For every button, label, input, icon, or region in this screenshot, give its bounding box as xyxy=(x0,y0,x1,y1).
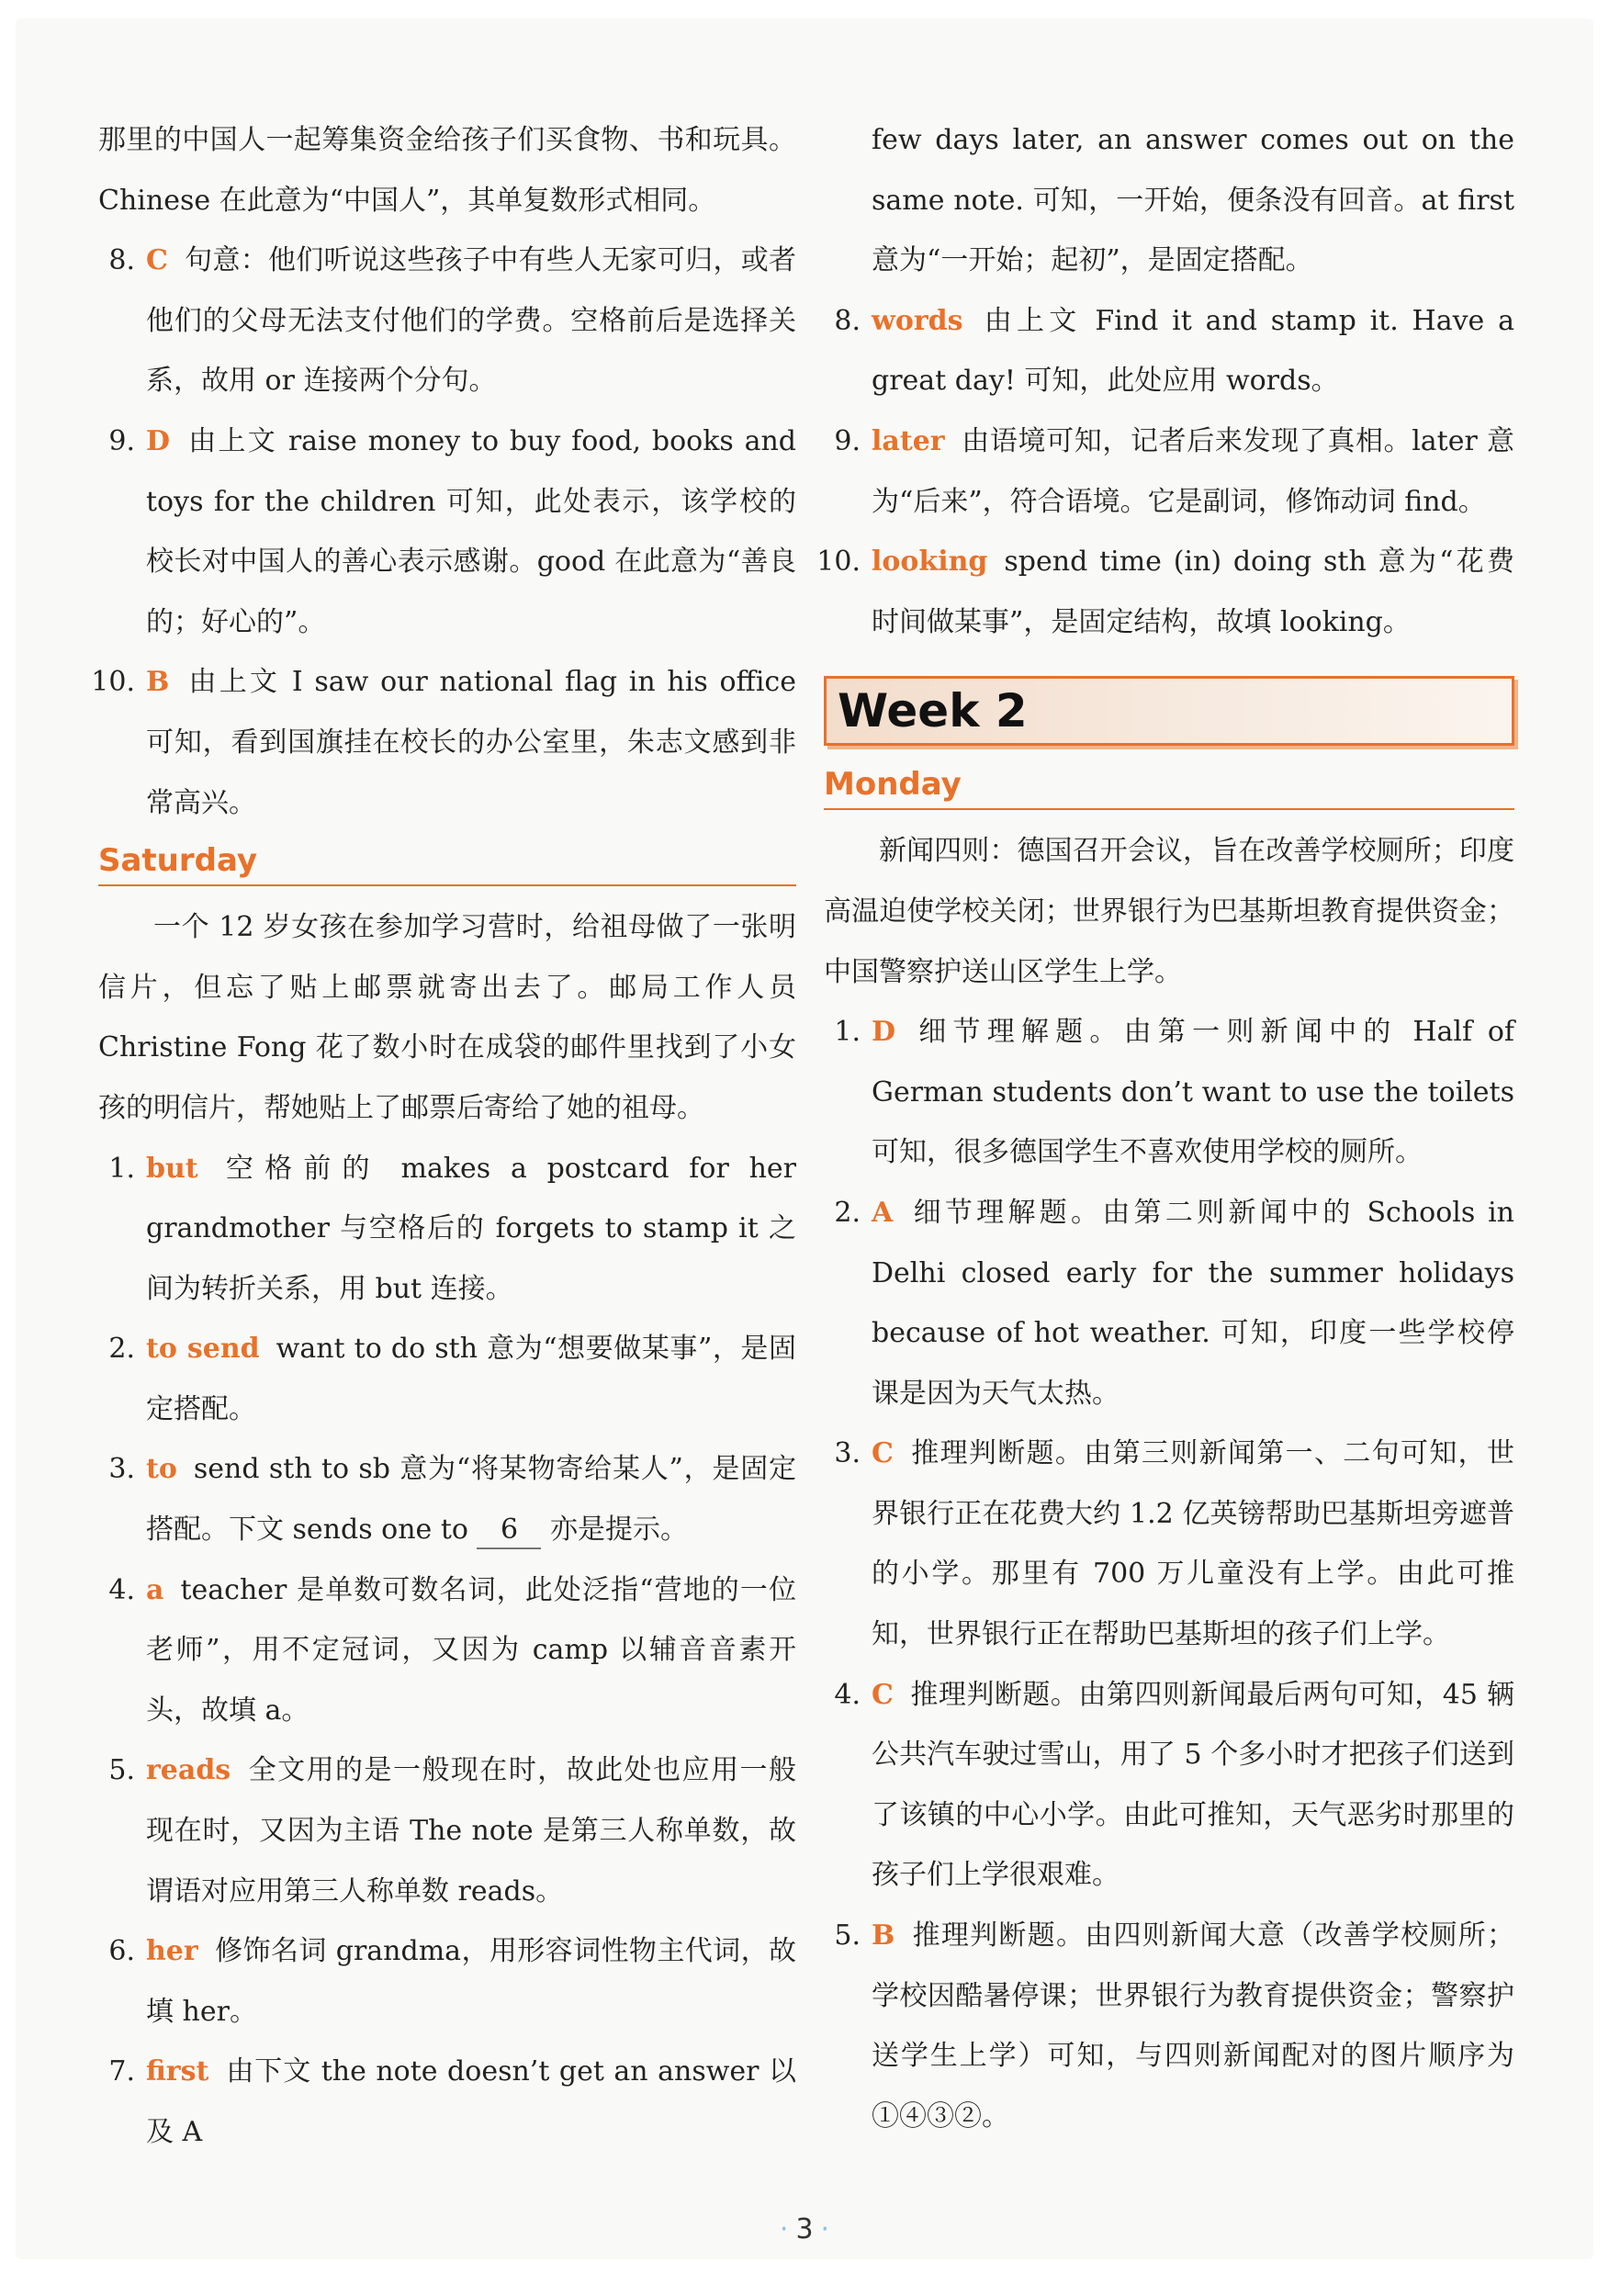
intro-paragraph: 那里的中国人一起筹集资金给孩子们买食物、书和玩具。Chinese 在此意为“中国人”，其单复数形式相同。 xyxy=(98,124,796,217)
right-column xyxy=(816,110,1514,2146)
explanation-text: teacher 是单数可数名词，此处泛指“营地的一位老师”，用不定冠词，又因为 camp 以辅音音素开头，故填 a。 xyxy=(146,1573,796,1727)
saturday-summary: 一个 12 岁女孩在参加学习营时，给祖母做了一张明信片，但忘了贴上邮票就寄出去了。邮局工作人员 Christine Fong 花了数小时在成袋的邮件里找到了小女孩的明信片，帮她贴上了邮票后寄给了她的祖母。 xyxy=(98,911,796,1124)
item-number: 5. xyxy=(834,1919,861,1953)
answer-letter: A xyxy=(872,1196,894,1229)
answer-item xyxy=(824,1183,1514,1424)
item-number: 1. xyxy=(108,1152,135,1185)
answer-item xyxy=(91,652,796,833)
answer-item xyxy=(98,1740,796,1921)
answer-word: later xyxy=(872,424,945,457)
answer-letter: B xyxy=(872,1919,895,1953)
left-column xyxy=(91,110,796,2163)
answer-item xyxy=(824,1002,1514,1183)
item-number: 4. xyxy=(834,1678,861,1711)
answer-word: to xyxy=(146,1453,177,1486)
explanation-text: 由上文 raise money to buy food, books and toys for the children 可知，此处表示，该学校的校长对中国人的善心表示感谢。good 在此意为“善良的；好心的”。 xyxy=(146,424,796,638)
answer-word: a xyxy=(146,1573,164,1606)
item-number: 3. xyxy=(108,1453,135,1486)
item-number: 5. xyxy=(108,1754,135,1787)
item-number: 6. xyxy=(108,1935,135,1968)
continuation-paragraph: few days later, an answer comes out on the same note. 可知，一开始，便条没有回音。at first 意为“一开始；起初”，是固定搭配。 xyxy=(872,124,1514,277)
answer-word: looking xyxy=(872,546,988,579)
explanation-text: spend time (in) doing sth 意为“花费时间做某事”，是固定结构，故填 looking。 xyxy=(872,546,1514,638)
answer-word: words xyxy=(872,304,963,337)
explanation-text: 由上文 I saw our national flag in his office 可知，看到国旗挂在校长的办公室里，朱志文感到非常高兴。 xyxy=(146,666,796,819)
item-number: 8. xyxy=(834,304,861,337)
explanation-text-end: 亦是提示。 xyxy=(550,1514,689,1547)
item-number: 2. xyxy=(834,1196,861,1229)
dot-icon: · xyxy=(779,2213,789,2245)
explanation-text: 细节理解题。由第二则新闻中的 Schools in Delhi closed early for the summer holidays because of hot weather. 可知，印度一些学校停课是因为天气太热。 xyxy=(872,1196,1514,1410)
answer-item xyxy=(816,532,1514,652)
item-number: 1. xyxy=(834,1016,861,1049)
answer-item xyxy=(98,1439,796,1559)
item-number: 2. xyxy=(108,1333,135,1366)
answer-item xyxy=(824,1665,1514,1906)
answer-item xyxy=(98,1921,796,2042)
answer-word: first xyxy=(146,2055,209,2088)
item-number: 10. xyxy=(816,546,861,579)
answer-item xyxy=(824,1424,1514,1664)
answer-item xyxy=(824,1906,1514,2146)
explanation-text: 推理判断题。由第四则新闻最后两句可知，45 辆公共汽车驶过雪山，用了 5 个多小时才把孩子们送到了该镇的中心小学。由此可推知，天气恶劣时那里的孩子们上学很艰难。 xyxy=(872,1678,1514,1892)
explanation-text: 推理判断题。由四则新闻大意（改善学校厕所；学校因酷暑停课；世界银行为教育提供资金；警察护送学生上学）可知，与四则新闻配对的图片顺序为①④③②。 xyxy=(872,1919,1514,2133)
answer-item xyxy=(98,1560,796,1741)
explanation-text: 细节理解题。由第一则新闻中的 Half of German students don’t want to use the toilets 可知，很多德国学生不喜欢使用学校的厕所。 xyxy=(872,1016,1514,1169)
answer-item xyxy=(98,1139,796,1320)
explanation-text: want to do sth 意为“想要做某事”，是固定搭配。 xyxy=(146,1333,796,1425)
answer-letter: C xyxy=(872,1678,894,1711)
page-number-value: 3 xyxy=(795,2213,814,2245)
answer-item xyxy=(824,291,1514,411)
explanation-text: 由语境可知，记者后来发现了真相。later 意为“后来”，符合语境。它是副词，修饰动词 find。 xyxy=(872,424,1514,518)
explanation-text: send sth to sb 意为“将某物寄给某人”，是固定搭配。下文 sends one to xyxy=(146,1453,796,1547)
explanation-text: 全文用的是一般现在时，故此处也应用一般现在时，又因为主语 The note 是第三人称单数，故谓语对应用第三人称单数 reads。 xyxy=(146,1754,796,1908)
item-number: 8. xyxy=(108,244,135,277)
item-number: 10. xyxy=(91,666,135,699)
item-number: 7. xyxy=(108,2055,135,2088)
answer-letter: D xyxy=(146,424,171,457)
item-number: 9. xyxy=(108,424,135,457)
answer-letter: C xyxy=(146,244,168,277)
answer-word: her xyxy=(146,1935,198,1968)
answer-word: reads xyxy=(146,1754,231,1787)
answer-item xyxy=(824,411,1514,532)
dot-icon: · xyxy=(820,2213,830,2245)
answer-item xyxy=(98,2042,796,2162)
answer-word: to send xyxy=(146,1333,260,1366)
answer-key-page xyxy=(16,18,1593,2259)
explanation-text: 句意：他们听说这些孩子中有些人无家可归，或者他们的父母无法支付他们的学费。空格前后是选择关系，故用 or 连接两个分句。 xyxy=(146,244,796,398)
monday-heading: Monday xyxy=(824,766,1514,810)
item-number: 9. xyxy=(834,424,861,457)
explanation-text: 推理判断题。由第三则新闻第一、二句可知，世界银行正在花费大约 1.2 亿英镑帮助巴基斯坦旁遮普的小学。那里有 700 万儿童没有上学。由此可推知，世界银行正在帮助巴基斯坦的孩子们上学。 xyxy=(872,1437,1514,1651)
answer-item xyxy=(98,231,796,411)
saturday-heading: Saturday xyxy=(98,842,796,886)
week-title: Week 2 xyxy=(838,684,1028,738)
blank-reference: 6 xyxy=(477,1513,541,1549)
answer-word: but xyxy=(146,1152,198,1185)
item-number: 3. xyxy=(834,1437,861,1470)
item-number: 4. xyxy=(108,1573,135,1606)
answer-letter: D xyxy=(872,1016,896,1049)
answer-letter: B xyxy=(146,666,170,699)
answer-item xyxy=(98,411,796,652)
answer-item xyxy=(98,1319,796,1439)
explanation-text: 修饰名词 grandma，用形容词性物主代词，故填 her。 xyxy=(146,1935,796,2028)
explanation-text: 由上文 Find it and stamp it. Have a great day! 可知，此处应用 words。 xyxy=(872,304,1514,398)
answer-letter: C xyxy=(872,1437,894,1470)
explanation-text: 由下文 the note doesn’t get an answer 以及 A xyxy=(146,2055,796,2148)
week-banner xyxy=(824,676,1514,746)
monday-summary: 新闻四则：德国召开会议，旨在改善学校厕所；印度高温迫使学校关闭；世界银行为巴基斯坦教育提供资金；中国警察护送山区学生上学。 xyxy=(824,835,1514,988)
page-number xyxy=(16,2213,1593,2245)
explanation-text: 空格前的 makes a postcard for her grandmother 与空格后的 forgets to stamp it 之间为转折关系，用 but 连接。 xyxy=(146,1152,796,1305)
